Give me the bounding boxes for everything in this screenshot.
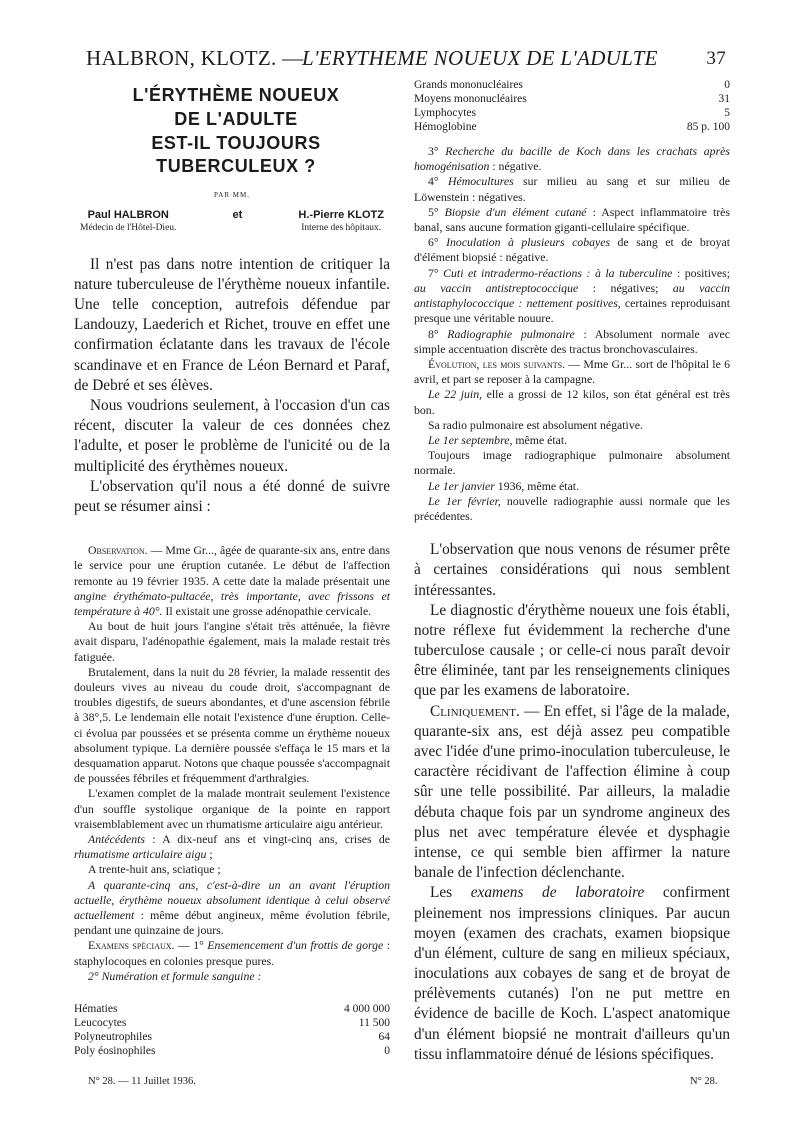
author-affiliation: Médecin de l'Hôtel-Dieu. — [80, 223, 177, 234]
author-name: Paul HALBRON — [87, 209, 169, 222]
table-row: Moyens mononucléaires 31 — [414, 93, 730, 106]
obs-paragraph: L'examen complet de la malade montrait seulement l'existence d'un souffle systolique organique de la pointe en rapport vraisemblablement avec un rhumatisme articulaire aigu antérieur. — [74, 786, 390, 831]
obs-paragraph: 2° Numération et formule sanguine : — [88, 968, 262, 983]
header-authors: HALBRON, KLOTZ. — — [86, 46, 304, 70]
authors — [74, 208, 390, 235]
result-paragraph: 6° Inoculation à plusieurs cobayes de sang et de broyat d'élément biopsié : négative. — [414, 235, 730, 265]
lab-results — [414, 144, 730, 524]
evolution-paragraph: Le 1er février, nouvelle radiographie aussi normale que les précédentes. — [414, 493, 731, 523]
article-title — [82, 84, 390, 179]
evolution-paragraph: Le 1er janvier 1936, même état. — [428, 478, 580, 493]
discussion — [414, 540, 730, 1065]
blood-count-table — [74, 1002, 390, 1058]
discussion-paragraph: L'observation que nous venons de résumer prête à certaines considérations qui nous semblent intéressantes. — [414, 541, 730, 599]
author-name: H.-Pierre KLOTZ — [298, 209, 384, 222]
author-1 — [80, 208, 176, 235]
table-row: Polyneutrophiles 64 — [74, 1031, 390, 1044]
table-row: Hématies 4 000 000 — [74, 1003, 390, 1016]
and-conjunction: et — [232, 209, 243, 222]
title-line: TUBERCULEUX ? — [156, 156, 316, 177]
result-paragraph: 8° Radiographie pulmonaire : Absolument normale avec simple accentuation discrète des tractus bronchovasculaires. — [414, 326, 730, 356]
obs-paragraph: Antécédents : A dix-neuf ans et vingt-cinq ans, crises de rhumatisme articulaire aigu ; — [74, 832, 390, 862]
result-paragraph: 3° Recherche du bacille de Koch dans les crachats après homogénisation : négative. — [414, 144, 730, 174]
table-row: Leucocytes 11 500 — [74, 1017, 390, 1030]
footer-left: N° 28. — 11 Juillet 1936. — [88, 1076, 196, 1087]
obs-paragraph: Examens spéciaux. — 1° Ensemencement d'un frottis de gorge : staphylocoques en colonies presque pures. — [74, 938, 390, 968]
header-title: L'ERYTHEME NOUEUX DE L'ADULTE — [302, 46, 658, 70]
evolution-paragraph: Évolution, les mois suivants. — Mme Gr... sort de l'hôpital le 6 avril, et part se reposer à la campagne. — [414, 356, 730, 387]
author-2 — [298, 208, 384, 235]
evolution-paragraph: Le 22 juin, elle a grossi de 12 kilos, son état général est très bon. — [414, 387, 730, 417]
obs-paragraph: A quarante-cinq ans, c'est-à-dire un an avant l'éruption actuelle, érythème noueux absolument identique à celui observé actuellement : même début angineux, même évolution fébrile, pendant une quinzaine de jours. — [74, 877, 390, 938]
discussion-paragraph: Les examens de laboratoire confirment pleinement nos impressions cliniques. Par aucun moyen (examen des crachats, examen biopsique d'un élément, culture de sang en milieux spéciaux, inoculations aux cobayes de sang et de broyat de prélèvements cutanés) l'on ne put mettre en évidence de bacille de Koch. L'aspect anatomique d'un élément biopsié ne montrait d'ailleurs qu'un tissu inflammatoire dénué de lésions spécifiques. — [414, 884, 731, 1063]
left-column — [74, 84, 390, 1058]
table-row: Lymphocytes 5 — [414, 107, 730, 120]
introduction — [74, 255, 390, 517]
result-paragraph: 4° Hémocultures sur milieu au sang et sur milieu de Löwenstein : négatives. — [414, 174, 730, 204]
obs-paragraph: Au bout de huit jours l'angine s'était très atténuée, la fièvre avait disparu, l'adénopathie également, mais la malade restait très fatiguée. — [74, 619, 390, 664]
table-row: Poly éosinophiles 0 — [74, 1045, 390, 1058]
page-number: 37 — [706, 48, 726, 69]
by-line: PAR MM. — [214, 191, 250, 199]
intro-paragraph: Nous voudrions seulement, à l'occasion d'un cas récent, discuter la valeur de ces données chez l'adulte, et poser le problème de l'unicité ou de la multiplicité des érythèmes noueux. — [74, 397, 390, 475]
right-column — [414, 78, 730, 1065]
title-line: L'ÉRYTHÈME NOUEUX — [132, 85, 340, 105]
evolution-paragraph: Le 1er septembre, même état. — [428, 432, 568, 447]
obs-paragraph: A trente-huit ans, sciatique ; — [88, 862, 221, 877]
title-line: DE L'ADULTE — [174, 108, 298, 129]
intro-paragraph: L'observation qu'il nous a été donné de suivre peut se résumer ainsi : — [74, 477, 390, 515]
table-row: Grands mononucléaires 0 — [414, 79, 730, 91]
footer-right: N° 28. — [690, 1076, 718, 1087]
running-header — [86, 46, 726, 72]
discussion-paragraph: Cliniquement. — En effet, si l'âge de la malade, quarante-six ans, est déjà assez peu compatible avec l'idée d'une primo-inoculation tuberculeuse, le caractère récidivant de l'affection élimine à coup sûr une telle possibilité. Par ailleurs, la maladie débuta chaque fois par un syndrome angineux des plus net avec température élevée et dysphagie intense, ce qui semble bien affirmer la nature banale de l'infection déclenchante. — [414, 702, 730, 882]
discussion-paragraph: Le diagnostic d'érythème noueux une fois établi, notre réflexe fut évidemment la recherche d'une tuberculose causale ; or celle-ci nous paraît devoir être éliminée, tant par les renseignements cliniques que par les examens de laboratoire. — [414, 601, 730, 700]
intro-paragraph: Il n'est pas dans notre intention de critiquer la nature tuberculeuse de l'érythème noueux infantile. Une telle conception, autrefois défendue par Landouzy, Laederich et Richet, trouve en effet une confirmation éclatante dans les travaux de l'école scandinave et en France de Léon Bernard et Paraf, de Debré et ses élèves. — [74, 255, 390, 394]
obs-paragraph: Observation. — Mme Gr..., âgée de quarante-six ans, entre dans le service pour une éruption cutanée. Le début de l'affection remonte au 19 février 1935. A cette date la malade présentait une angine érythémato-pultacée, très importante, avec frissons et température à 40°. Il existait une grosse adénopathie cervicale. — [74, 543, 390, 618]
author-affiliation: Interne des hôpitaux. — [301, 223, 382, 234]
evolution-paragraph: Sa radio pulmonaire est absolument négative. — [428, 417, 643, 432]
title-line: EST-IL TOUJOURS — [151, 132, 321, 153]
result-paragraph: 5° Biopsie d'un élément cutané : Aspect inflammatoire très banal, sans aucune formation giganti-cellulaire spécifique. — [414, 204, 730, 235]
blood-count-table-continued — [414, 78, 730, 134]
obs-paragraph: Brutalement, dans la nuit du 28 février, la malade ressentit des douleurs vives au niveau du coude droit, s'accompagnant de troubles digestifs, de sueurs abondantes, et d'une ascension fébrile à 38°,5. Le lendemain elle notait l'existence d'une éruption. Celle-ci évolua par poussées et se présenta comme un érythème noueux absolument typique. La dernière poussée s'effaça le 15 mars et la desquamation apparut. Notons que chaque poussée s'accompagnait de poussées fébriles et fréquemment d'arthralgies. — [74, 664, 390, 786]
result-paragraph: 7° Cuti et intradermo-réactions : à la tuberculine : positives; au vaccin antistreptococcique : négatives; au vaccin antistaphylococcique : nettement positives, certaines reproduisant presque une véritable nouure. — [414, 265, 731, 326]
evolution-paragraph: Toujours image radiographique pulmonaire absolument normale. — [414, 448, 730, 478]
observation-section — [74, 543, 390, 984]
table-row: Hémoglobine 85 p. 100 — [414, 121, 730, 134]
